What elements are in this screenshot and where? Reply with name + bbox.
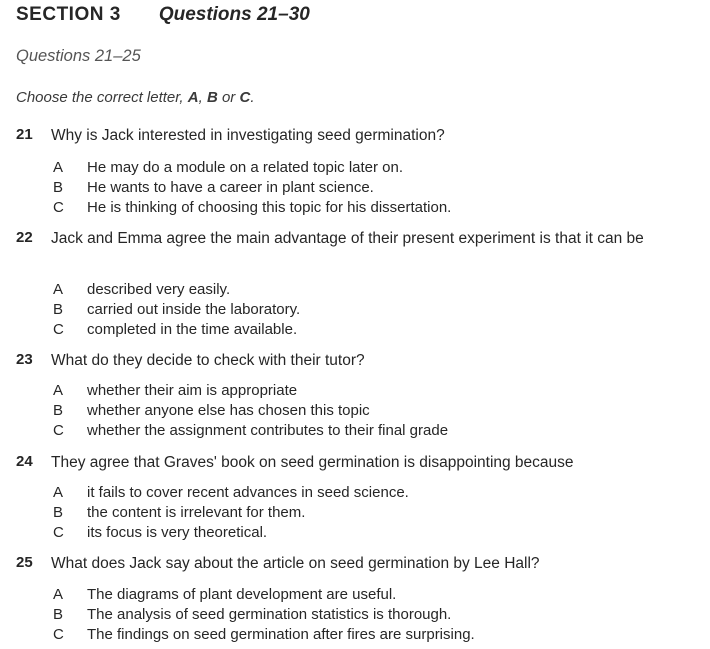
option-a [51,585,671,605]
option-text: The findings on seed germination after fires are surprising. [87,626,475,643]
option-text: The analysis of seed germination statistics is thorough. [87,606,452,623]
option-letter: A [53,159,64,176]
question-number: 22 [16,229,33,246]
option-text: He may do a module on a related topic later on. [87,159,404,176]
option-b [51,605,671,625]
option-letter: C [53,524,64,541]
question-number: 24 [16,453,33,470]
options-list [51,483,671,543]
option-letter: C [53,422,64,439]
option-text: carried out inside the laboratory. [87,301,301,318]
option-letter: B [53,179,64,196]
question-text: Why is Jack interested in investigating seed germination? [51,127,445,144]
question-text: They agree that Graves' book on seed germination is disappointing because [51,454,574,471]
option-c [51,625,671,645]
section-header [16,4,310,26]
option-text: whether their aim is appropriate [87,382,298,399]
option-letter: A [53,382,64,399]
options-list [51,158,671,218]
question-text: What do they decide to check with their tutor? [51,352,365,369]
option-letter: B [53,301,64,318]
questions-range: Questions 21–30 [158,4,310,25]
option-c [51,198,671,218]
option-letter: C [53,321,64,338]
option-a [51,280,671,300]
option-letter: A [53,484,64,501]
option-a [51,381,671,401]
option-text: its focus is very theoretical. [87,524,268,541]
section-title: SECTION 3 [16,4,121,25]
option-letter: C [53,626,64,643]
option-text: He is thinking of choosing this topic for his dissertation. [87,199,452,216]
question-number: 25 [16,554,33,571]
option-text: whether anyone else has chosen this topic [87,402,370,419]
option-b [51,300,671,320]
option-b [51,503,671,523]
option-letter: B [53,606,64,623]
option-letter: B [53,504,64,521]
option-text: He wants to have a career in plant science. [87,179,374,196]
option-c [51,523,671,543]
question-number: 21 [16,126,33,143]
option-letter: A [53,281,64,298]
option-b [51,178,671,198]
option-text: whether the assignment contributes to their final grade [87,422,449,439]
questions-subheading: Questions 21–25 [16,47,141,65]
option-letter: C [53,199,64,216]
question-number: 23 [16,351,33,368]
option-text: it fails to cover recent advances in seed science. [87,484,409,501]
option-text: The diagrams of plant development are useful. [87,586,397,603]
option-text: described very easily. [87,281,231,298]
option-a [51,158,671,178]
question-text: Jack and Emma agree the main advantage of their present experiment is that it can be [51,230,644,247]
options-list [51,381,671,441]
option-c [51,320,671,340]
options-list [51,280,671,340]
option-a [51,483,671,503]
option-text: the content is irrelevant for them. [87,504,306,521]
question-text: What does Jack say about the article on seed germination by Lee Hall? [51,555,540,572]
option-c [51,421,671,441]
instruction-text: Choose the correct letter, A, B or C. [16,89,255,106]
option-letter: A [53,586,64,603]
option-letter: B [53,402,64,419]
options-list [51,585,671,645]
option-b [51,401,671,421]
option-text: completed in the time available. [87,321,298,338]
